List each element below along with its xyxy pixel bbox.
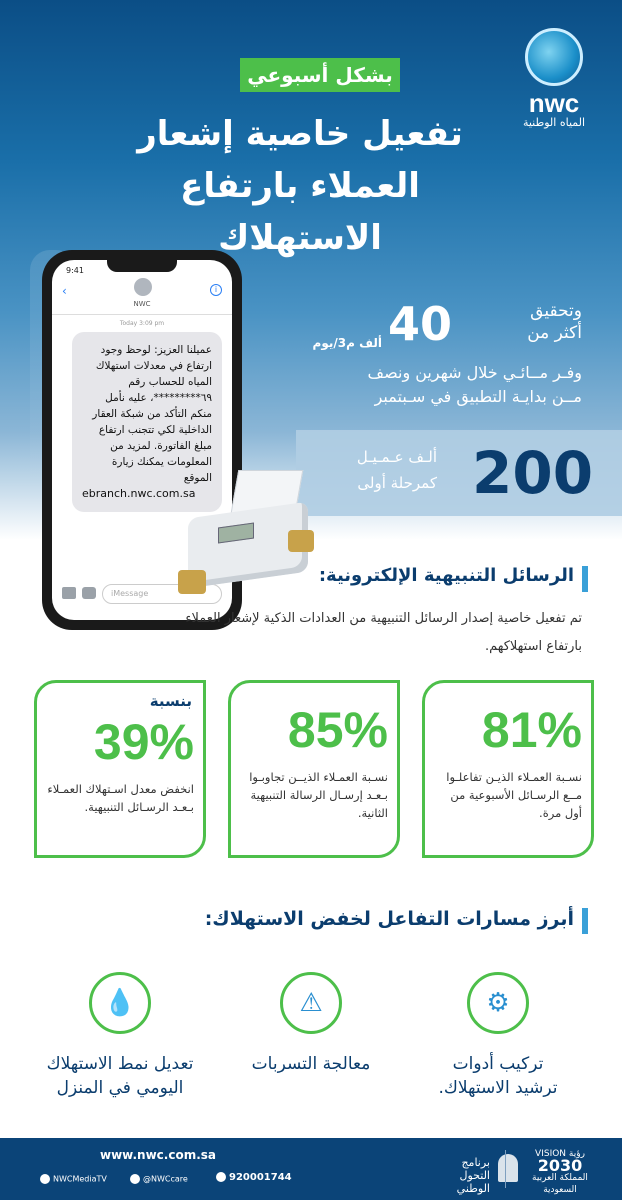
savings-unit: ألف م3/يوم bbox=[312, 336, 382, 350]
national-transformation-program: برنامج التحول الوطني bbox=[456, 1156, 490, 1195]
camera-icon[interactable] bbox=[62, 587, 76, 599]
saudi-emblem-icon bbox=[498, 1154, 518, 1182]
message-timestamp: Today 3:09 pm bbox=[119, 320, 165, 327]
path-label bbox=[408, 1052, 588, 1100]
stat-card-85 bbox=[228, 680, 400, 858]
card-percentage: 85% bbox=[287, 702, 388, 758]
messages-section-title: الرسائل التنبيهية الإلكترونية: bbox=[318, 565, 574, 586]
customers-desc-1: ألـف عـمـيـل bbox=[356, 448, 437, 466]
path-adjust-habits bbox=[30, 972, 210, 1100]
nwc-logo bbox=[514, 28, 594, 129]
youtube-text: NWCMediaTV bbox=[53, 1174, 107, 1184]
app-store-icon[interactable] bbox=[82, 587, 96, 599]
path-label-line-1: معالجة التسربات bbox=[251, 1054, 371, 1074]
customers-desc-2: كمرحلة أولى bbox=[357, 474, 437, 492]
smart-water-meter bbox=[178, 470, 328, 620]
path-label bbox=[221, 1052, 401, 1076]
info-icon[interactable]: i bbox=[210, 284, 222, 296]
hand-water-drop-glyph: 💧 bbox=[103, 988, 137, 1018]
meter-device-icon bbox=[467, 972, 529, 1034]
imessage-input[interactable]: iMessage bbox=[102, 584, 222, 604]
section-marker bbox=[582, 908, 588, 934]
savings-prefix-1: وتحقيق bbox=[530, 301, 582, 321]
card-label: انخفض معدل اسـتهلاك العمـلاء بـعـد الرسـائل التنبيهية. bbox=[47, 782, 194, 814]
logo-subtitle: المياه الوطنية bbox=[522, 116, 586, 129]
phone-number[interactable] bbox=[216, 1172, 292, 1183]
stat-card-39 bbox=[34, 680, 206, 858]
vision-subtitle: المملكة العربية السعودية bbox=[532, 1173, 588, 1195]
contact-name: NWC bbox=[133, 300, 151, 308]
sms-text: عميلنا العزيز: لوحظ وجود ارتفاع في معدلات استهلاك المياه للحساب رقم ٦٩*********، عليه نأمل منكم التأكد من شبكة العقار الداخلية لكي تتجنب ارتفاع مبلغ الفاتورة. لمزيد من المعلومات يمكنك زيارة الموقع bbox=[92, 344, 212, 484]
path-label-line-2: اليومي في المنزل bbox=[56, 1078, 184, 1098]
vision-2030-logo bbox=[520, 1148, 600, 1196]
card-percentage: 81% bbox=[481, 702, 582, 758]
card-prefix: بنسبة bbox=[149, 692, 192, 710]
savings-prefix bbox=[527, 300, 582, 344]
leak-repair-icon bbox=[280, 972, 342, 1034]
section-marker bbox=[582, 566, 588, 592]
path-label-line-1: تعديل نمط الاستهلاك bbox=[46, 1054, 194, 1074]
title-line-2: العملاء بارتفاع الاستهلاك bbox=[180, 166, 420, 258]
youtube-handle[interactable] bbox=[40, 1174, 107, 1184]
vision-label: VISION رؤية bbox=[535, 1149, 585, 1159]
hand-water-drop-icon bbox=[89, 972, 151, 1034]
stat-card-81 bbox=[422, 680, 594, 858]
card-label: نسـبة العمـلاء الذيــن تجاوبـوا بـعـد إرسـال الرسالة التنبيهية الثانية. bbox=[249, 770, 388, 820]
messages-section-description: تم تفعيل خاصية إصدار الرسائل التنبيهية من العدادات الذكية لإشعار العملاء بارتفاع استهلاكهم. bbox=[185, 611, 582, 654]
weekly-badge: بشكل أسبوعي bbox=[240, 58, 400, 92]
phone-notch bbox=[107, 260, 177, 272]
savings-prefix-2: أكثر من bbox=[527, 323, 582, 343]
brass-fitting-right bbox=[288, 530, 314, 552]
savings-desc-1: وفـر مــائـي خلال شهرين ونصف bbox=[367, 363, 582, 382]
logo-text: nwc bbox=[528, 88, 580, 118]
youtube-icon bbox=[40, 1174, 50, 1184]
header-divider bbox=[52, 314, 232, 315]
page-title bbox=[100, 108, 500, 264]
phone-number-text: 920001744 bbox=[229, 1172, 292, 1183]
card-label: نسـبة العمـلاء الذيـن تفاعلـوا مــع الرسـائل الأسبوعية من أول مرة. bbox=[446, 770, 582, 820]
leak-repair-glyph: ⚠ bbox=[299, 988, 323, 1018]
path-label bbox=[30, 1052, 210, 1100]
status-time: 9:41 bbox=[66, 266, 84, 275]
customers-stat-band bbox=[296, 430, 622, 516]
path-fix-leaks bbox=[221, 972, 401, 1076]
path-label-line-1: تركيب أدوات bbox=[452, 1054, 544, 1074]
footer bbox=[0, 1138, 622, 1200]
twitter-icon bbox=[130, 1174, 140, 1184]
savings-value: 40 bbox=[387, 297, 452, 351]
website-link[interactable]: www.nwc.com.sa bbox=[100, 1148, 217, 1162]
sms-link[interactable]: ebranch.nwc.com.sa bbox=[82, 487, 196, 500]
customers-value: 200 bbox=[472, 439, 594, 507]
phone-icon bbox=[216, 1172, 226, 1182]
twitter-handle[interactable] bbox=[130, 1174, 188, 1184]
savings-desc-2: مــن بدايـة التطبيق في سـبتمبر bbox=[374, 387, 582, 406]
twitter-text: @NWCcare bbox=[143, 1174, 188, 1184]
vision-year: 2030 bbox=[537, 1156, 583, 1175]
nwc-logo-icon bbox=[525, 28, 583, 86]
savings-stat bbox=[282, 297, 582, 420]
footer-divider bbox=[505, 1150, 506, 1188]
brass-fitting-left bbox=[178, 570, 206, 594]
meter-device-glyph: ⚙ bbox=[486, 988, 510, 1018]
title-line-1: تفعيل خاصية إشعار bbox=[137, 114, 463, 154]
back-chevron-icon[interactable]: ‹ bbox=[62, 284, 67, 298]
paths-section-title: أبرز مسارات التفاعل لخفض الاستهلاك: bbox=[204, 908, 574, 930]
card-percentage: 39% bbox=[93, 714, 194, 770]
contact-avatar bbox=[134, 278, 152, 296]
path-label-line-2: ترشيد الاستهلاك. bbox=[438, 1078, 558, 1098]
path-install-devices bbox=[408, 972, 588, 1100]
